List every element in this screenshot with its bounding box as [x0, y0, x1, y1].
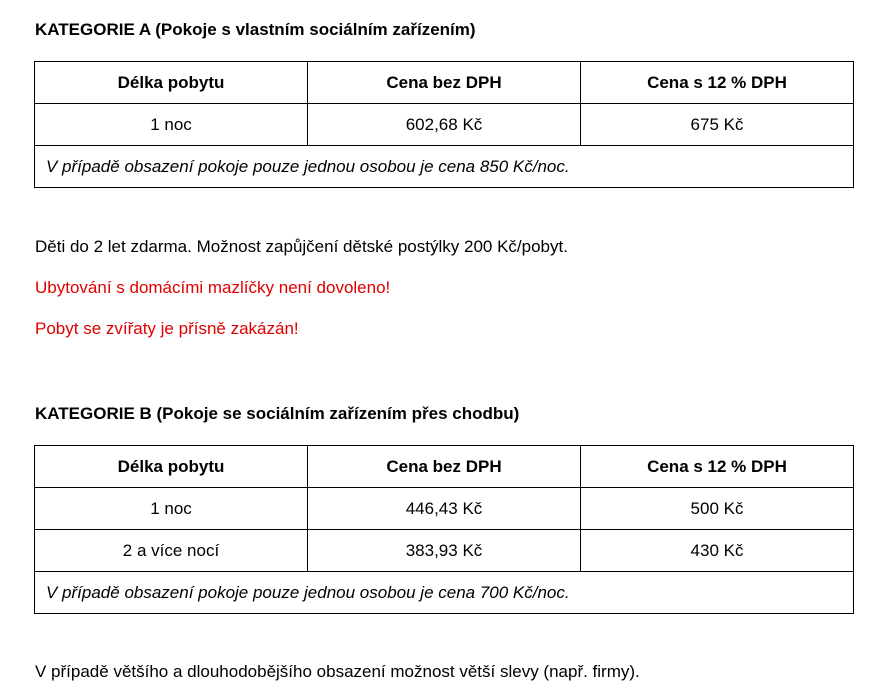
cell-price-without-vat: 446,43 Kč — [308, 488, 581, 530]
table-header-row — [35, 446, 854, 488]
column-header-price-with-vat: Cena s 12 % DPH — [581, 446, 854, 488]
animals-warning: Pobyt se zvířaty je přísně zakázán! — [35, 319, 299, 338]
cell-price-without-vat: 383,93 Kč — [308, 530, 581, 572]
cell-price-with-vat: 430 Kč — [581, 530, 854, 572]
category-b-heading: KATEGORIE B (Pokoje se sociálním zařízením přes chodbu) — [35, 404, 520, 423]
table-header-row — [35, 62, 854, 104]
column-header-length: Délka pobytu — [35, 62, 308, 104]
pets-warning: Ubytování s domácími mazlíčky není dovoleno! — [35, 278, 391, 297]
cell-price-without-vat: 602,68 Kč — [308, 104, 581, 146]
cell-length: 1 noc — [35, 104, 308, 146]
column-header-price-with-vat: Cena s 12 % DPH — [581, 62, 854, 104]
category-a-price-table — [34, 61, 854, 188]
category-a-heading: KATEGORIE A (Pokoje s vlastním sociálním zařízením) — [35, 20, 476, 39]
table-row — [35, 104, 854, 146]
children-info: Děti do 2 let zdarma. Možnost zapůjčení dětské postýlky 200 Kč/pobyt. — [35, 237, 568, 256]
column-header-price-without-vat: Cena bez DPH — [308, 446, 581, 488]
column-header-length: Délka pobytu — [35, 446, 308, 488]
cell-price-with-vat: 675 Kč — [581, 104, 854, 146]
table-note-row — [35, 146, 854, 188]
single-occupancy-note: V případě obsazení pokoje pouze jednou osobou je cena 700 Kč/noc. — [35, 572, 854, 614]
cell-length: 2 a více nocí — [35, 530, 308, 572]
column-header-price-without-vat: Cena bez DPH — [308, 62, 581, 104]
table-row — [35, 530, 854, 572]
table-note-row — [35, 572, 854, 614]
single-occupancy-note: V případě obsazení pokoje pouze jednou osobou je cena 850 Kč/noc. — [35, 146, 854, 188]
discount-note: V případě většího a dlouhodobějšího obsazení možnost větší slevy (např. firmy). — [35, 662, 640, 681]
cell-price-with-vat: 500 Kč — [581, 488, 854, 530]
table-row — [35, 488, 854, 530]
category-b-price-table — [34, 445, 854, 614]
cell-length: 1 noc — [35, 488, 308, 530]
